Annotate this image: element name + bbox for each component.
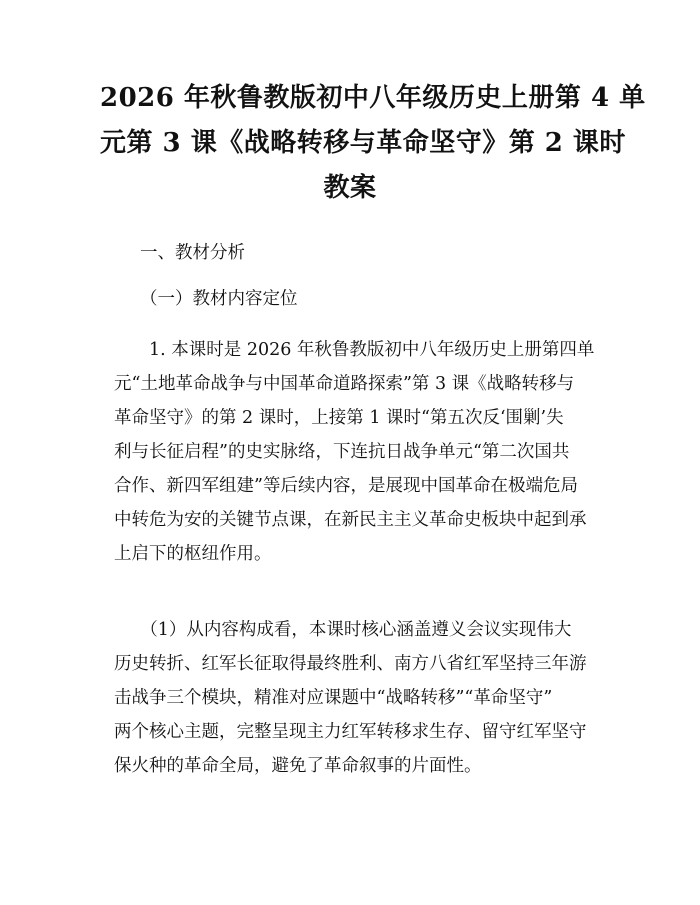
paragraph-line: 中转危为安的关键节点课，在新民主主义革命史板块中起到承 [114,510,587,530]
subsection-heading: （一）教材内容定位 [140,289,298,309]
title-line: 2026 年秋鲁教版初中八年级历史上册第 4 单 [100,83,646,113]
paragraph-line: （1）从内容构成看，本课时核心涵盖遵义会议实现伟大 [114,620,572,640]
paragraph-content-positioning [114,333,604,571]
paragraph-line: 元“土地革命战争与中国革命道路探索”第 3 课《战略转移与 [114,374,575,394]
paragraph-line: 两个核心主题，完整呈现主力红军转移求生存、留守红军坚守 [114,722,587,742]
document-title [100,76,646,211]
paragraph-line: 合作、新四军组建”等后续内容，是展现中国革命在极端危局 [114,476,578,496]
paragraph-line: 上启下的枢纽作用。 [114,544,272,564]
paragraph-line: 革命坚守》的第 2 课时，上接第 1 课时“第五次反‘围剿’失 [114,408,564,428]
title-line: 教案 [323,173,377,203]
paragraph-line: 击战争三个模块，精准对应课题中“战略转移”“革命坚守” [114,688,553,708]
paragraph-content-composition [114,613,604,783]
paragraph-line: 利与长征启程”的史实脉络，下连抗日战争单元“第二次国共 [114,442,570,462]
paragraph-line: 保火种的革命全局，避免了革命叙事的片面性。 [114,756,482,776]
section-heading: 一、教材分析 [140,243,245,263]
paragraph-line: 历史转折、红军长征取得最终胜利、南方八省红军坚持三年游 [114,654,587,674]
title-line: 元第 3 课《战略转移与革命坚守》第 2 课时 [100,128,626,158]
paragraph-line: 1. 本课时是 2026 年秋鲁教版初中八年级历史上册第四单 [114,340,595,360]
